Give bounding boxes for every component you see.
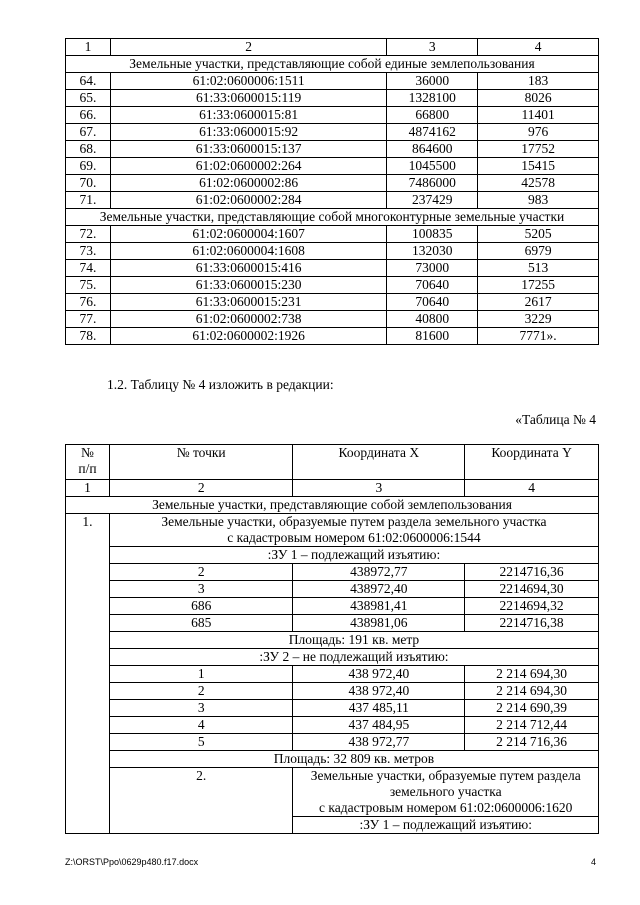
area-value: 73000 [387,260,478,277]
table-header-row [66,39,599,56]
coord-x: 438981,06 [293,615,465,632]
cadastral-number: 61:02:0600002:86 [110,175,386,192]
value: 6979 [478,243,599,260]
coord-y: 2 214 690,39 [465,700,599,717]
value: 42578 [478,175,599,192]
point-number: 2 [109,564,293,581]
table-row [66,90,599,107]
zu-label: :ЗУ 1 – подлежащий изъятию: [109,547,598,564]
row-number: 76. [66,294,111,311]
header-num-line1: № [81,445,94,460]
row-number: 75. [66,277,111,294]
area-value: 36000 [387,73,478,90]
row-number: 73. [66,243,111,260]
table-row [66,175,599,192]
cadastral-number: 61:02:0600002:284 [110,192,386,209]
section-row [66,56,599,73]
cadastral-number: 61:33:0600015:81 [110,107,386,124]
coord-y: 2214694,32 [465,598,599,615]
area-value: 237429 [387,192,478,209]
header-cell: 1 [66,480,110,497]
coord-y: 2214694,30 [465,581,599,598]
coord-y: 2 214 694,30 [465,666,599,683]
coord-row [66,615,599,632]
area-value: 7486000 [387,175,478,192]
table-row [66,141,599,158]
coord-row [66,700,599,717]
header-num-line2: п/п [78,461,97,476]
cadastral-number: 61:33:0600015:119 [110,90,386,107]
row-number: 78. [66,328,111,345]
point-number: 3 [109,700,293,717]
cadastral-number: 61:33:0600015:230 [110,277,386,294]
point-number: 4 [109,717,293,734]
value: 15415 [478,158,599,175]
header-cell-x: Координата X [293,445,465,480]
entry-title [109,514,598,547]
table-row [66,311,599,328]
header-cell: 4 [465,480,599,497]
table-row [66,260,599,277]
paragraph: 1.2. Таблицу № 4 изложить в редакции: [107,377,334,392]
coord-x: 438972,77 [293,564,465,581]
header-cell: 4 [478,39,599,56]
table-row [66,158,599,175]
row-number: 71. [66,192,111,209]
table-row [66,294,599,311]
value: 11401 [478,107,599,124]
entry-title [293,768,599,817]
point-number: 5 [109,734,293,751]
point-number: 685 [109,615,293,632]
row-number: 64. [66,73,111,90]
value: 5205 [478,226,599,243]
coord-row [66,734,599,751]
area-value: 1045500 [387,158,478,175]
coord-x: 438972,40 [293,581,465,598]
cadastral-number: 61:02:0600002:738 [110,311,386,328]
table-title: «Таблица № 4 [515,412,596,427]
coord-row [66,564,599,581]
value: 183 [478,73,599,90]
value: 17752 [478,141,599,158]
cadastral-number: 61:33:0600015:92 [110,124,386,141]
area-label: Площадь: 191 кв. метр [109,632,598,649]
entry-number: 1. [66,514,110,834]
area-value: 100835 [387,226,478,243]
point-number: 686 [109,598,293,615]
value: 2617 [478,294,599,311]
cadastral-number: 61:02:0600002:1926 [110,328,386,345]
footer-page-number: 4 [590,857,596,867]
point-number: 3 [109,581,293,598]
section-title: Земельные участки, представляющие собой многоконтурные земельные участки [66,209,599,226]
entry-title-row [66,768,599,817]
entry-number: 2. [109,768,293,834]
area-value: 1328100 [387,90,478,107]
value: 3229 [478,311,599,328]
coord-row [66,717,599,734]
value: 513 [478,260,599,277]
header-cell: 2 [109,480,293,497]
coord-row [66,666,599,683]
area-row [66,632,599,649]
table-row [66,73,599,90]
coord-row [66,581,599,598]
area-label: Площадь: 32 809 кв. метров [109,751,598,768]
section-row [66,497,599,514]
table-row [66,124,599,141]
header-cell: 1 [66,39,111,56]
table-land-plots [65,38,599,345]
area-value: 40800 [387,311,478,328]
row-number: 67. [66,124,111,141]
row-number: 70. [66,175,111,192]
coord-y: 2 214 694,30 [465,683,599,700]
footer-file-path: Z:\ORST\Ppo\0629p480.f17.docx [65,857,199,867]
coord-y: 2 214 716,36 [465,734,599,751]
area-row [66,751,599,768]
table-row [66,243,599,260]
coord-y: 2214716,38 [465,615,599,632]
header-nums-row [66,480,599,497]
coord-x: 438981,41 [293,598,465,615]
section-row [66,209,599,226]
value: 976 [478,124,599,141]
table-row [66,192,599,209]
value: 7771». [478,328,599,345]
entry-title-line2: с кадастровым номером 61:02:0600006:1544 [227,530,481,545]
value: 17255 [478,277,599,294]
coord-y: 2214716,36 [465,564,599,581]
area-value: 4874162 [387,124,478,141]
table-row [66,277,599,294]
coord-row [66,683,599,700]
cadastral-number: 61:02:0600004:1607 [110,226,386,243]
entry-title-row [66,514,599,547]
zu-label-row [66,547,599,564]
cadastral-number: 61:02:0600002:264 [110,158,386,175]
area-value: 70640 [387,277,478,294]
header-cell: 3 [387,39,478,56]
cadastral-number: 61:02:0600004:1608 [110,243,386,260]
value: 983 [478,192,599,209]
area-value: 864600 [387,141,478,158]
entry-title-line1: Земельные участки, образуемые путем раздела земельного участка [310,768,581,799]
header-cell: 2 [110,39,386,56]
zu-label: :ЗУ 2 – не подлежащий изъятию: [109,649,598,666]
table-row [66,328,599,345]
zu-label-row [66,649,599,666]
point-number: 2 [109,683,293,700]
value: 8026 [478,90,599,107]
header-cell-point: № точки [109,445,293,480]
coord-x: 437 485,11 [293,700,465,717]
row-number: 74. [66,260,111,277]
entry-title-line2: с кадастровым номером 61:02:0600006:1620 [319,800,573,815]
row-number: 66. [66,107,111,124]
header-cell-y: Координата Y [465,445,599,480]
row-number: 77. [66,311,111,328]
coord-x: 438 972,40 [293,666,465,683]
coord-row [66,598,599,615]
section-title: Земельные участки, представляющие собой землепользования [66,497,599,514]
table-header-row [66,445,599,480]
coord-x: 437 484,95 [293,717,465,734]
row-number: 68. [66,141,111,158]
section-title: Земельные участки, представляющие собой единые землепользования [66,56,599,73]
coord-x: 438 972,40 [293,683,465,700]
row-number: 69. [66,158,111,175]
point-number: 1 [109,666,293,683]
table-coordinates [65,444,599,834]
area-value: 66800 [387,107,478,124]
area-value: 132030 [387,243,478,260]
header-cell-number [66,445,110,480]
area-value: 70640 [387,294,478,311]
table-row [66,107,599,124]
cadastral-number: 61:02:0600006:1511 [110,73,386,90]
zu-label: :ЗУ 1 – подлежащий изъятию: [293,817,599,834]
entry-title-line1: Земельные участки, образуемые путем раздела земельного участка [161,514,547,529]
area-value: 81600 [387,328,478,345]
cadastral-number: 61:33:0600015:416 [110,260,386,277]
coord-x: 438 972,77 [293,734,465,751]
header-cell: 3 [293,480,465,497]
table-row [66,226,599,243]
coord-y: 2 214 712,44 [465,717,599,734]
cadastral-number: 61:33:0600015:231 [110,294,386,311]
cadastral-number: 61:33:0600015:137 [110,141,386,158]
row-number: 65. [66,90,111,107]
row-number: 72. [66,226,111,243]
